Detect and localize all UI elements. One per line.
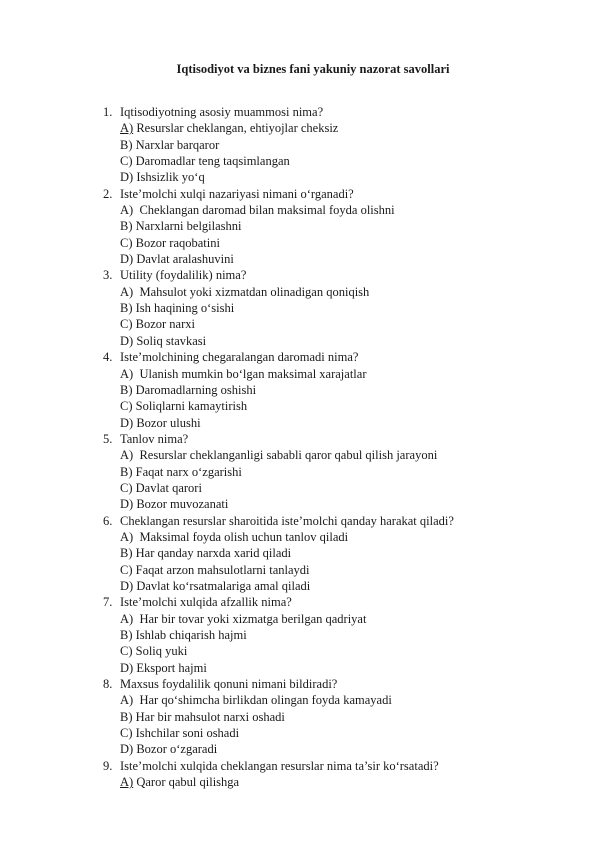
option-letter: D) — [120, 415, 134, 430]
option-text: Bozor ulushi — [133, 415, 201, 430]
option-text: Ishlab chiqarish hajmi — [132, 628, 247, 642]
option-letter: C) — [120, 154, 133, 169]
answer-option — [103, 578, 573, 594]
answer-option — [103, 137, 573, 153]
option-letter: B) — [120, 464, 133, 479]
question-line — [103, 594, 573, 610]
option-letter: B) — [120, 546, 133, 561]
question-item — [103, 594, 573, 676]
option-letter: C) — [120, 399, 133, 414]
question-text: Iqtisodiyotning asosiy muammosi nima? — [120, 105, 324, 119]
option-letter: B) — [120, 137, 133, 152]
option-text: Bozor muvozanati — [133, 497, 229, 512]
option-text: Bozor raqobatini — [132, 235, 220, 250]
question-text: Maxsus foydalilik qonuni nimani bildiradi? — [120, 677, 338, 692]
option-text: Soliq stavkasi — [133, 333, 207, 348]
option-text: Narxlarni belgilashni — [132, 219, 242, 234]
answer-option — [103, 464, 573, 480]
option-letter: A) — [120, 693, 134, 708]
option-letter: A) — [120, 775, 134, 790]
question-number: 8. — [103, 677, 113, 692]
answer-option — [103, 120, 573, 136]
answer-option — [103, 251, 573, 267]
answer-option — [103, 316, 573, 332]
answer-option — [103, 333, 573, 349]
answer-option — [103, 398, 573, 414]
question-line — [103, 513, 573, 529]
option-text: Davlat ko‘rsatmalariga amal qiladi — [133, 578, 311, 593]
option-letter: C) — [120, 562, 133, 577]
option-letter: B) — [120, 709, 133, 724]
answer-option — [103, 218, 573, 234]
answer-option — [103, 300, 573, 316]
question-item — [103, 676, 573, 758]
answer-option — [103, 562, 573, 578]
option-text: Narxlar barqaror — [132, 137, 220, 152]
option-text: Bozor o‘zgaradi — [133, 742, 218, 757]
answer-option — [103, 169, 573, 185]
option-letter: C) — [120, 726, 133, 741]
answer-option — [103, 415, 573, 431]
document-title: Iqtisodiyot va biznes fani yakuniy nazorat savollari — [176, 62, 450, 76]
question-item — [103, 267, 573, 349]
option-letter: B) — [120, 219, 133, 234]
question-item — [103, 513, 573, 595]
option-letter: D) — [120, 333, 134, 348]
option-letter: D) — [120, 578, 134, 593]
option-text: Ishchilar soni oshadi — [132, 726, 240, 741]
option-text: Faqat narx o‘zgarishi — [132, 464, 242, 479]
option-letter: C) — [120, 644, 133, 659]
question-item — [103, 186, 573, 268]
question-item — [103, 431, 573, 513]
option-text: Daromadlarning oshishi — [132, 382, 257, 397]
option-letter: D) — [120, 252, 134, 267]
option-letter: C) — [120, 480, 133, 495]
answer-option — [103, 382, 573, 398]
question-line — [103, 267, 573, 283]
question-item — [103, 349, 573, 431]
option-letter: A) — [120, 366, 134, 381]
option-text: Soliq yuki — [132, 644, 188, 659]
option-text: Resurslar cheklanganligi sababli qaror qabul qilish jarayoni — [133, 448, 438, 463]
option-letter: A) — [120, 121, 134, 136]
option-text: Ulanish mumkin bo‘lgan maksimal xarajatlar — [133, 366, 367, 381]
option-letter: B) — [120, 382, 133, 397]
answer-option — [103, 741, 573, 757]
question-item — [103, 104, 573, 186]
question-text: Tanlov nima? — [120, 431, 189, 446]
question-number: 9. — [103, 758, 113, 773]
answer-option — [103, 529, 573, 545]
answer-option — [103, 660, 573, 676]
question-line — [103, 676, 573, 692]
option-text: Davlat qarori — [132, 480, 202, 495]
option-text: Har bir mahsulot narxi oshadi — [132, 709, 285, 724]
option-text: Cheklangan daromad bilan maksimal foyda olishni — [133, 203, 395, 218]
answer-option — [103, 545, 573, 561]
answer-option — [103, 611, 573, 627]
question-text: Cheklangan resurslar sharoitida iste’molchi qanday harakat qiladi? — [120, 513, 454, 528]
answer-option — [103, 725, 573, 741]
option-letter: D) — [120, 170, 134, 185]
option-letter: A) — [120, 203, 134, 218]
question-line — [103, 758, 573, 774]
question-line — [103, 349, 573, 365]
question-number: 6. — [103, 513, 113, 528]
question-text: Iste’molchi xulqida afzallik nima? — [120, 595, 292, 610]
question-line — [103, 186, 573, 202]
answer-option — [103, 284, 573, 300]
option-letter: B) — [120, 301, 133, 316]
answer-option — [103, 692, 573, 708]
question-text: Utility (foydalilik) nima? — [120, 268, 247, 283]
question-text: Iste’molchi xulqi nazariyasi nimani o‘rganadi? — [120, 186, 354, 201]
option-letter: A) — [120, 611, 134, 626]
question-number: 1. — [103, 105, 113, 119]
question-number: 4. — [103, 350, 113, 365]
option-letter: D) — [120, 497, 134, 512]
option-text: Har qanday narxda xarid qiladi — [132, 546, 292, 561]
option-letter: A) — [120, 284, 134, 299]
answer-option — [103, 366, 573, 382]
question-number: 7. — [103, 595, 113, 610]
option-text: Har qo‘shimcha birlikdan olingan foyda kamayadi — [133, 693, 392, 708]
question-line — [103, 431, 573, 447]
option-text: Eksport hajmi — [133, 660, 207, 675]
option-text: Ishsizlik yo‘q — [133, 170, 205, 185]
option-letter: B) — [120, 628, 133, 642]
question-line — [103, 104, 573, 120]
question-number: 5. — [103, 431, 113, 446]
option-letter: A) — [120, 529, 134, 544]
option-letter: C) — [120, 317, 133, 332]
answer-option — [103, 447, 573, 463]
option-letter: A) — [120, 448, 134, 463]
answer-option — [103, 496, 573, 512]
option-text: Maksimal foyda olish uchun tanlov qiladi — [133, 529, 349, 544]
answer-option — [103, 235, 573, 251]
option-text: Faqat arzon mahsulotlarni tanlaydi — [132, 562, 310, 577]
option-text: Bozor narxi — [132, 317, 195, 332]
option-letter: D) — [120, 660, 134, 675]
option-letter: C) — [120, 235, 133, 250]
answer-option — [103, 627, 573, 643]
answer-option — [103, 643, 573, 659]
answer-option — [103, 709, 573, 725]
option-text: Mahsulot yoki xizmatdan olinadigan qoniqish — [133, 284, 370, 299]
option-text: Davlat aralashuvini — [133, 252, 234, 267]
question-item — [103, 758, 573, 791]
option-letter: D) — [120, 742, 134, 757]
answer-option — [103, 153, 573, 169]
option-text: Resurslar cheklangan, ehtiyojlar cheksiz — [133, 121, 339, 136]
option-text: Ish haqining o‘sishi — [132, 301, 235, 316]
question-text: Iste’molchi xulqida cheklangan resurslar nima ta’sir ko‘rsatadi? — [120, 758, 439, 773]
question-text: Iste’molchining chegaralangan daromadi nima? — [120, 350, 359, 365]
question-number: 3. — [103, 268, 113, 283]
option-text: Daromadlar teng taqsimlangan — [132, 154, 290, 169]
option-text: Soliqlarni kamaytirish — [132, 399, 248, 414]
answer-option — [103, 774, 573, 790]
answer-option — [103, 202, 573, 218]
question-number: 2. — [103, 186, 113, 201]
option-text: Har bir tovar yoki xizmatga berilgan qadriyat — [133, 611, 367, 626]
answer-option — [103, 480, 573, 496]
question-list — [103, 104, 573, 790]
option-text: Qaror qabul qilishga — [133, 775, 240, 790]
